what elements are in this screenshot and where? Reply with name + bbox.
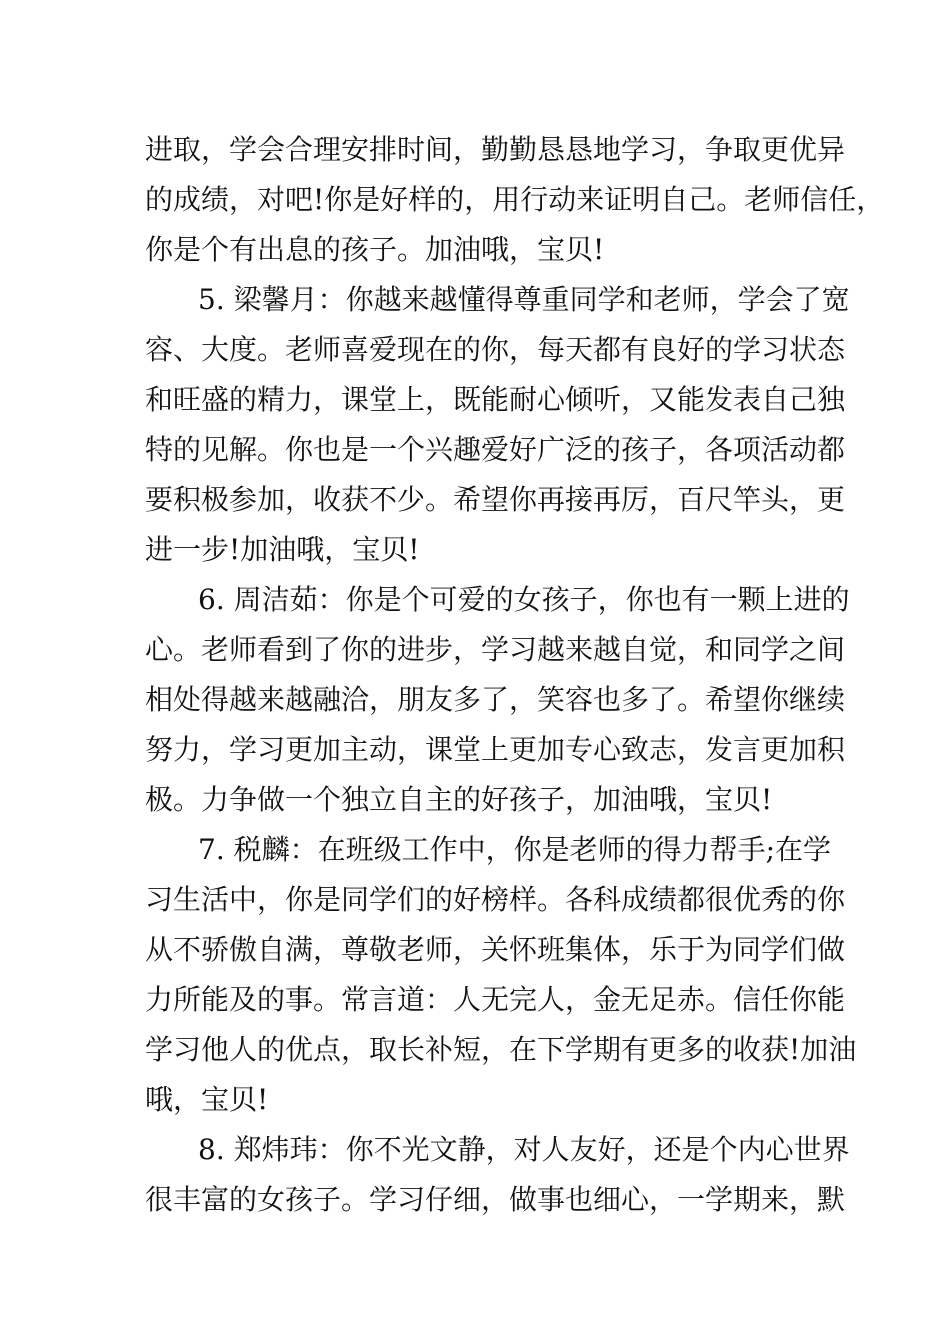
text-line: 努力，学习更加主动，课堂上更加专心致志，发言更加积 bbox=[145, 733, 846, 766]
text-line: 从不骄傲自满，尊敬老师，关怀班集体，乐于为同学们做 bbox=[145, 933, 846, 966]
text-line: 习生活中，你是同学们的好榜样。各科成绩都很优秀的你 bbox=[145, 883, 846, 916]
text-line: 极。力争做一个独立自主的好孩子，加油哦，宝贝! bbox=[145, 783, 773, 816]
text-line: 要积极参加，收获不少。希望你再接再厉，百尺竿头，更 bbox=[145, 483, 846, 516]
text-line: 特的见解。你也是一个兴趣爱好广泛的孩子，各项活动都 bbox=[145, 433, 846, 466]
text-line: 容、大度。老师喜爱现在的你，每天都有良好的学习状态 bbox=[145, 333, 846, 366]
paragraph-6-start: 6. 周洁茹：你是个可爱的女孩子，你也有一颗上进的 bbox=[198, 583, 850, 616]
text-line: 进取，学会合理安排时间，勤勤恳恳地学习，争取更优异 bbox=[145, 133, 846, 166]
text-line: 和旺盛的精力，课堂上，既能耐心倾听，又能发表自己独 bbox=[145, 383, 846, 416]
text-line: 心。老师看到了你的进步，学习越来越自觉，和同学之间 bbox=[145, 633, 846, 666]
text-line: 力所能及的事。常言道：人无完人，金无足赤。信任你能 bbox=[145, 983, 846, 1016]
paragraph-5-start: 5. 梁馨月：你越来越懂得尊重同学和老师，学会了宽 bbox=[198, 283, 850, 316]
paragraph-8-start: 8. 郑炜玮：你不光文静，对人友好，还是个内心世界 bbox=[198, 1133, 850, 1166]
text-line: 你是个有出息的孩子。加油哦，宝贝! bbox=[145, 233, 605, 266]
text-line: 的成绩，对吧!你是好样的，用行动来证明自己。老师信任， bbox=[145, 183, 885, 216]
text-line: 进一步!加油哦，宝贝! bbox=[145, 533, 420, 566]
paragraph-7-start: 7. 税麟：在班级工作中，你是老师的得力帮手;在学 bbox=[198, 833, 832, 866]
text-line: 哦，宝贝! bbox=[145, 1083, 269, 1116]
text-line: 很丰富的女孩子。学习仔细，做事也细心，一学期来，默 bbox=[145, 1183, 846, 1216]
text-line: 学习他人的优点，取长补短，在下学期有更多的收获!加油 bbox=[145, 1033, 857, 1066]
text-line: 相处得越来越融洽，朋友多了，笑容也多了。希望你继续 bbox=[145, 683, 846, 716]
